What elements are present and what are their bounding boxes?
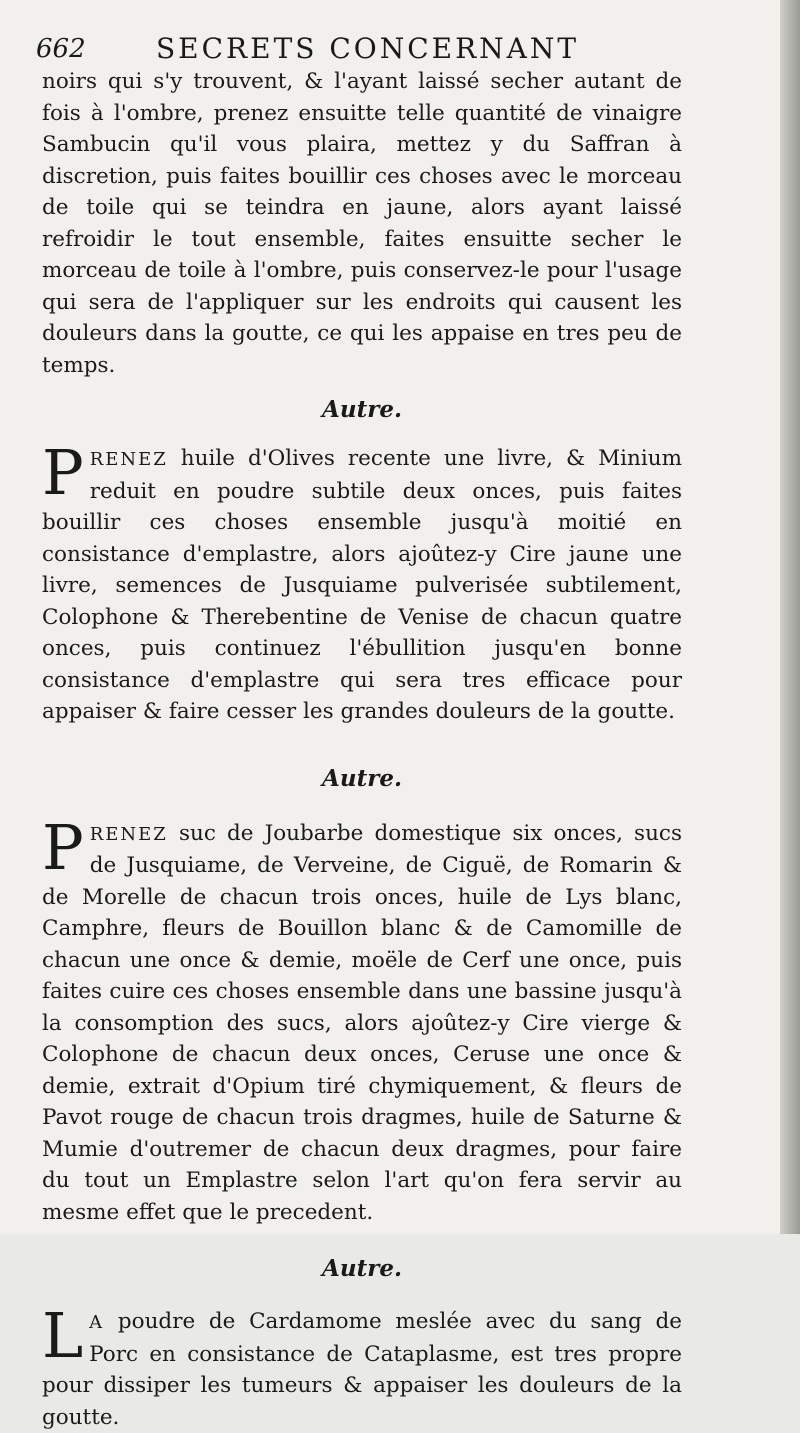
section-heading: Autre. <box>322 764 402 792</box>
paragraph-text: suc de Joubarbe domestique six onces, sucs de Jusquiame, de Verveine, de Ciguë, de Romarin & de Morelle de chacun trois onces, huile de Lys blanc, Camphre, fleurs de Bouillon blanc & de Camomille de chacun une once & demie, moële de Cerf une once, puis faites cuire ces choses ensemble dans une bassine jusqu'à la consomption des sucs, alors ajoûtez-y Cire vierge & Colophone de chacun deux onces, Ceruse une once & demie, extrait d'Opium tiré chymiquement, & fleurs de Pavot rouge de chacun trois dragmes, huile de Saturne & Mumie d'outremer de chacun deux dragmes, pour faire du tout un Emplastre selon l'art qu'on fera servir au mesme effet que le precedent. <box>42 820 682 1225</box>
recipe-paragraph <box>42 810 682 1229</box>
section-heading: Autre. <box>322 1255 402 1282</box>
lead-word: RENEZ <box>89 449 168 470</box>
drop-cap: P <box>42 810 84 884</box>
running-head: SECRETS CONCERNANT <box>156 32 580 65</box>
paragraph-text: poudre de Cardamome meslée avec du sang de Porc en consistance de Cataplasme, est tres propre pour dissiper les tumeurs & appaiser les douleurs de la goutte. <box>42 1309 682 1430</box>
page-header <box>36 32 756 68</box>
lead-word: RENEZ <box>89 823 168 845</box>
page-edge-shadow <box>780 0 800 1234</box>
continuation-paragraph <box>42 66 682 381</box>
page-number: 662 <box>36 34 86 64</box>
section-heading: Autre. <box>322 396 402 423</box>
recipe-paragraph <box>42 436 682 728</box>
paragraph-text: noirs qui s'y trouvent, & l'ayant laissé secher autant de fois à l'ombre, prenez ensuitte telle quantité de vinaigre Sambucin qu'il vous plaira, mettez y du Saffran à discretion, puis faites bouillir ces choses avec le morceau de toile qui se teindra en jaune, alors ayant laissé refroidir le tout ensemble, faites ensuitte secher le morceau de toile à l'ombre, puis conservez-le pour l'usage qui sera de l'appliquer sur les endroits qui causent les douleurs dans la goutte, ce qui les appaise en tres peu de temps. <box>42 69 682 378</box>
drop-cap: P <box>42 436 84 509</box>
drop-cap: L <box>42 1299 84 1372</box>
lead-word: A <box>89 1312 105 1333</box>
recipe-paragraph <box>42 1299 682 1433</box>
body-text <box>42 66 682 1433</box>
paragraph-text: huile d'Olives recente une livre, & Minium reduit en poudre subtile deux onces, puis faites bouillir ces choses ensemble jusqu'à moitié en consistance d'emplastre, alors ajoûtez-y Cire jaune une livre, semences de Jusquiame pulverisée subtilement, Colophone & Therebentine de Venise de chacun quatre onces, puis continuez l'ébullition jusqu'en bonne consistance d'emplastre qui sera tres efficace pour appaiser & faire cesser les grandes douleurs de la goutte. <box>42 446 682 724</box>
